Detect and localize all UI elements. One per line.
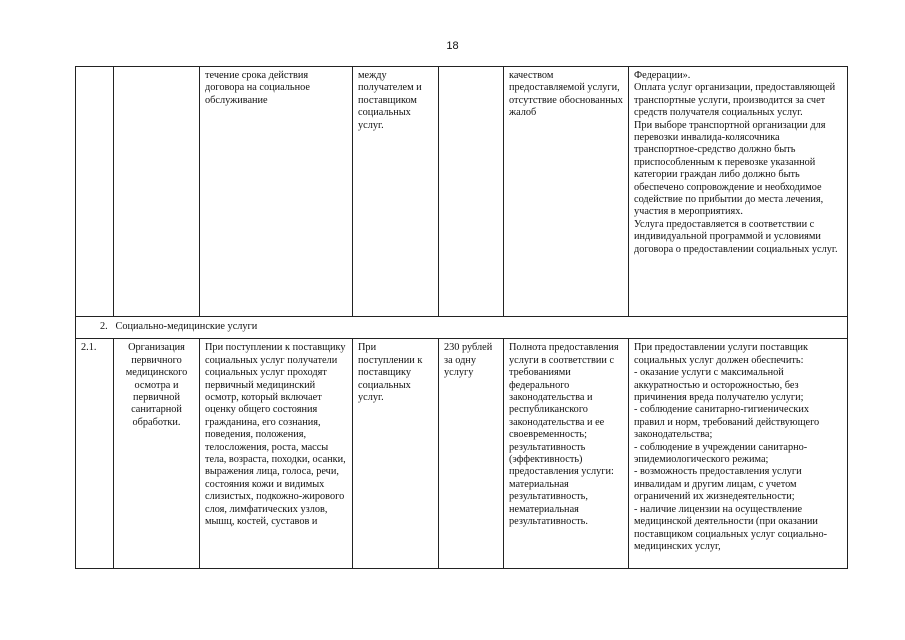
section-number: 2. [100,321,108,332]
section-header [76,317,848,339]
cell-num: 2.1. [76,339,114,569]
cell-price: 230 рублей за одну услугу [439,339,504,569]
cell-quality: Полнота предоставления услуги в соответствии с требованиями федерального законодательства и республиканского законодательства и ее своевременность; результативность (эффективность) предоставления услуги: материальная результативность, нематериальная результативность. [504,339,629,569]
cell-conditions: Федерации». Оплата услуг организации, предоставляющей транспортные услуги, производится за счет средств получателя социальных услуг. При выборе транспортной организации для перевозки инвалида-колясочника транспортное-средство должно быть приспособленным к перевозке указанной категории граждан либо должно быть обеспечено сопровождение и необходимое содействие по прибытии до места лечения, участия в мероприятиях. Услуга предоставляется в соответствии с индивидуальной программой и условиями договора о предоставлении социальных услуг. [629,67,848,317]
services-table [75,66,848,569]
cell-conditions: При предоставлении услуги поставщик социальных услуг должен обеспечить: - оказание услуги с максимальной аккуратностью и осторожностью, без причинения вреда получателю услуги; - соблюдение санитарно-гигиенических правил и норм, требований действующего законодательства; - соблюдение в учреждении санитарно-эпидемиологического режима; - возможность предоставления услуги инвалидам и другим лицам, с учетом ограничений их жизнедеятельности; - наличие лицензии на осуществление медицинской деятельности (при оказании поставщиком социальных услуг социально-медицинских услуг, [629,339,848,569]
page-number: 18 [446,40,459,52]
cell-price [439,67,504,317]
cell-description: течение срока действия договора на социальное обслуживание [200,67,353,317]
cell-name: Организация первичного медицинского осмотра и первичной санитарной обработки. [114,339,200,569]
table-row-continuation [76,67,848,317]
cell-name [114,67,200,317]
cell-quality: качеством предоставляемой услуги, отсутствие обоснованных жалоб [504,67,629,317]
cell-num [76,67,114,317]
cell-description: При поступлении к поставщику социальных услуг получатели социальных услуг проходят первичный медицинский осмотр, который включает оценку общего состояния гражданина, его сознания, поведения, положения, телосложения, роста, массы тела, возраста, походки, осанки, выражения лица, голоса, речи, состояния кожи и видимых слизистых, подкожно-жирового слоя, лимфатических узлов, мышц, костей, суставов и [200,339,353,569]
table-row-section [76,317,848,339]
cell-timing: При поступлении к поставщику социальных услуг. [353,339,439,569]
cell-timing: между получателем и поставщиком социальных услуг. [353,67,439,317]
table-row-service [76,339,848,569]
section-title: Социально-медицинские услуги [115,321,258,332]
